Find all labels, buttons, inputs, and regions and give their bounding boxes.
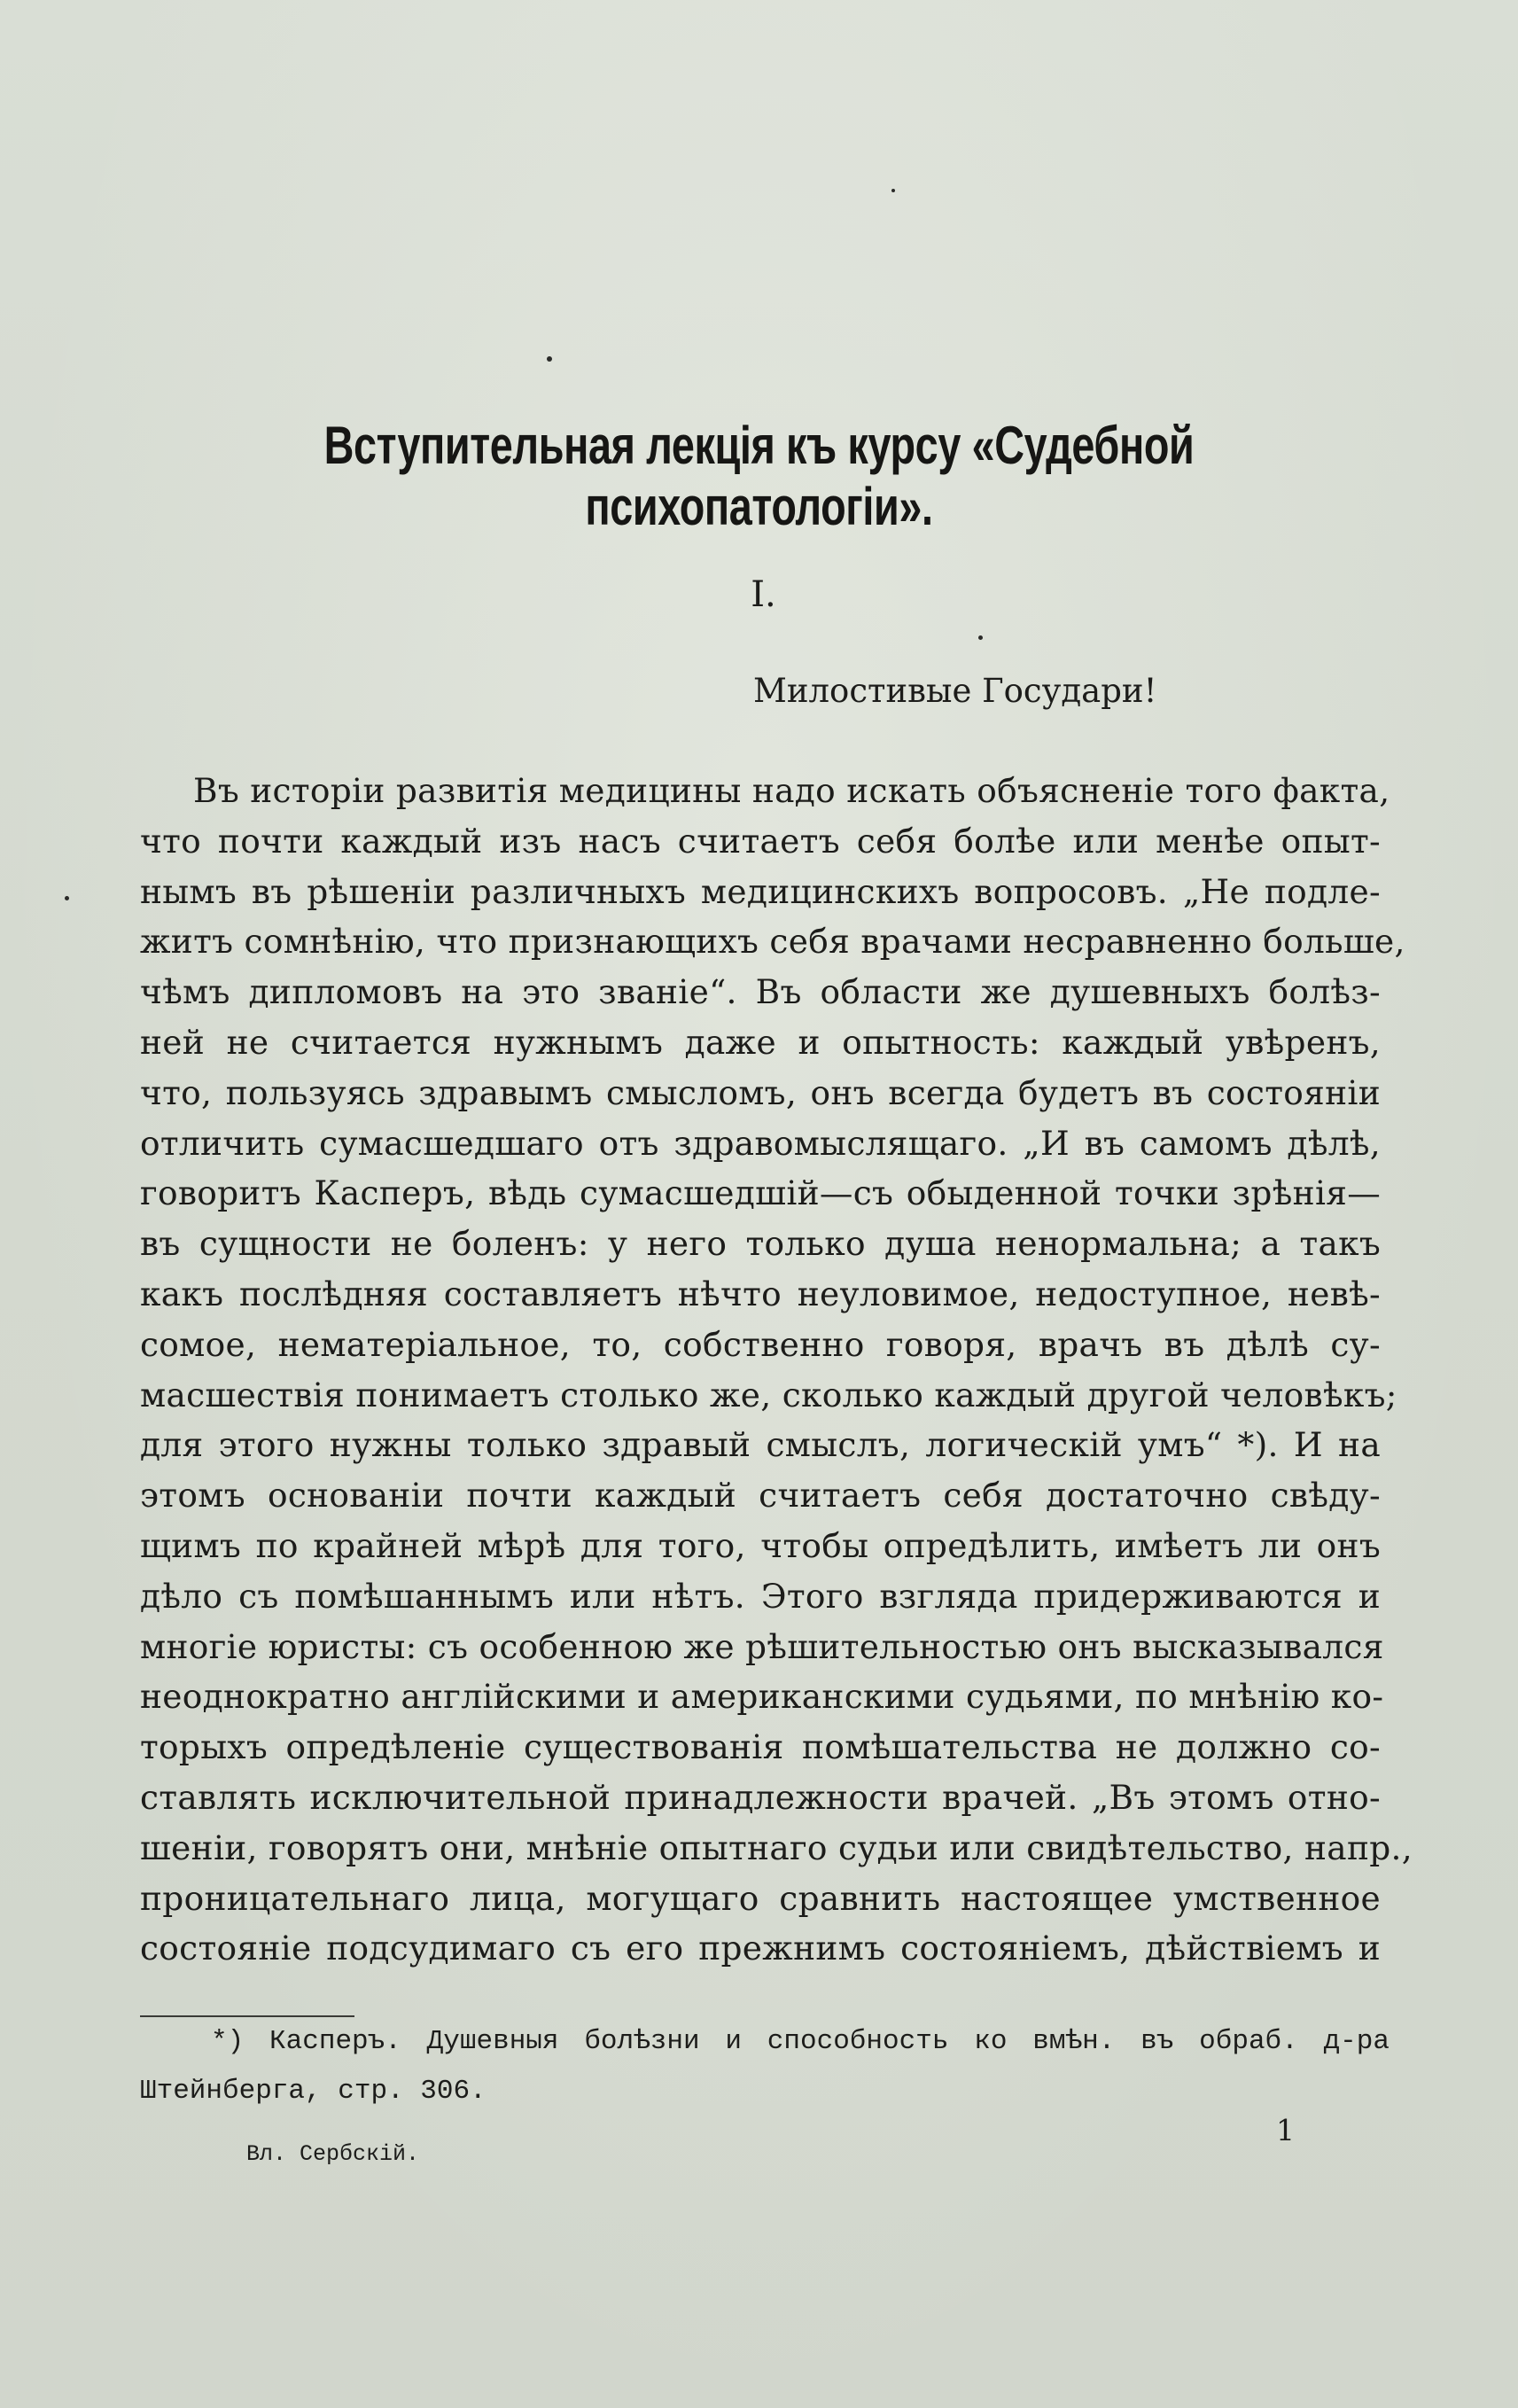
body-line: въ сущности не боленъ: у него только душа ненормальна; а такъ bbox=[140, 1224, 1381, 1264]
body-line: говоритъ Касперъ, вѣдь сумасшедшій—съ обыденной точки зрѣнія— bbox=[140, 1173, 1381, 1213]
body-line: ней не считается нужнымъ даже и опытность: каждый увѣренъ, bbox=[140, 1022, 1381, 1062]
body-line: какъ послѣдняя составляетъ нѣчто неуловимое, недоступное, невѣ- bbox=[140, 1274, 1381, 1313]
body-line: чѣмъ дипломовъ на это званіе“. Въ области же душевныхъ болѣз- bbox=[140, 972, 1381, 1012]
body-line: дѣло съ помѣшаннымъ или нѣтъ. Этого взгляда придерживаются и bbox=[140, 1576, 1381, 1616]
printer-signature: Вл. Сербскій. bbox=[246, 2141, 420, 2167]
body-line: проницательнаго лица, могущаго сравнить настоящее умственное bbox=[140, 1878, 1381, 1918]
body-line: ставлять исключительной принадлежности врачей. „Въ этомъ отно- bbox=[140, 1777, 1381, 1817]
body-line: этомъ основаніи почти каждый считаетъ себя достаточно свѣду- bbox=[140, 1476, 1381, 1516]
footnote-line: *) Касперъ. Душевныя болѣзни и способность ко вмѣн. въ обраб. д-ра bbox=[211, 2026, 1390, 2057]
ink-speck bbox=[65, 896, 69, 900]
body-line: неоднократно англійскими и американскими судьями, по мнѣнію ко- bbox=[140, 1677, 1384, 1717]
body-line: многіе юристы: съ особенною же рѣшительностью онъ высказывался bbox=[140, 1626, 1384, 1666]
ink-speck bbox=[891, 189, 895, 192]
body-line: что почти каждый изъ насъ считаетъ себя болѣе или менѣе опыт- bbox=[140, 821, 1381, 861]
section-number: I. bbox=[751, 574, 776, 615]
body-line: Въ исторіи развитія медицины надо искать объясненіе того факта, bbox=[193, 771, 1390, 810]
body-line: щимъ по крайней мѣрѣ для того, чтобы опредѣлить, имѣетъ ли онъ bbox=[140, 1525, 1381, 1565]
body-line: житъ сомнѣнію, что признающихъ себя врачами несравненно больше, bbox=[140, 922, 1405, 962]
footnote-line: Штейнберга, стр. 306. bbox=[140, 2076, 487, 2107]
page-title: Вступительная лекція къ курсу «Судебной психопатологіи». bbox=[323, 416, 1195, 536]
body-line: сомое, нематеріальное, то, собственно говоря, врачъ въ дѣлѣ су- bbox=[140, 1324, 1381, 1364]
ink-speck bbox=[547, 356, 552, 362]
page-number: 1 bbox=[1276, 2113, 1295, 2147]
body-line: нымъ въ рѣшеніи различныхъ медицинскихъ вопросовъ. „Не подле- bbox=[140, 871, 1381, 911]
body-line: для этого нужны только здравый смыслъ, логическій умъ“ *). И на bbox=[140, 1425, 1381, 1465]
body-line: состояніе подсудимаго съ его прежнимъ состояніемъ, дѣйствіемъ и bbox=[140, 1929, 1381, 1968]
salutation: Милостивые Государи! bbox=[753, 672, 1157, 710]
ink-speck bbox=[978, 635, 983, 640]
body-line: отличить сумасшедшаго отъ здравомыслящаго. „И въ самомъ дѣлѣ, bbox=[140, 1123, 1381, 1163]
footnote-divider bbox=[140, 2015, 354, 2017]
body-line: шеніи, говорятъ они, мнѣніе опытнаго судьи или свидѣтельство, напр., bbox=[140, 1827, 1413, 1867]
body-text bbox=[140, 766, 1413, 1974]
body-line: что, пользуясь здравымъ смысломъ, онъ всегда будетъ въ состояніи bbox=[140, 1072, 1381, 1112]
body-line: масшествія понимаетъ столько же, сколько каждый другой человѣкъ; bbox=[140, 1375, 1397, 1414]
body-line: торыхъ опредѣленіе существованія помѣшательства не должно со- bbox=[140, 1727, 1381, 1767]
